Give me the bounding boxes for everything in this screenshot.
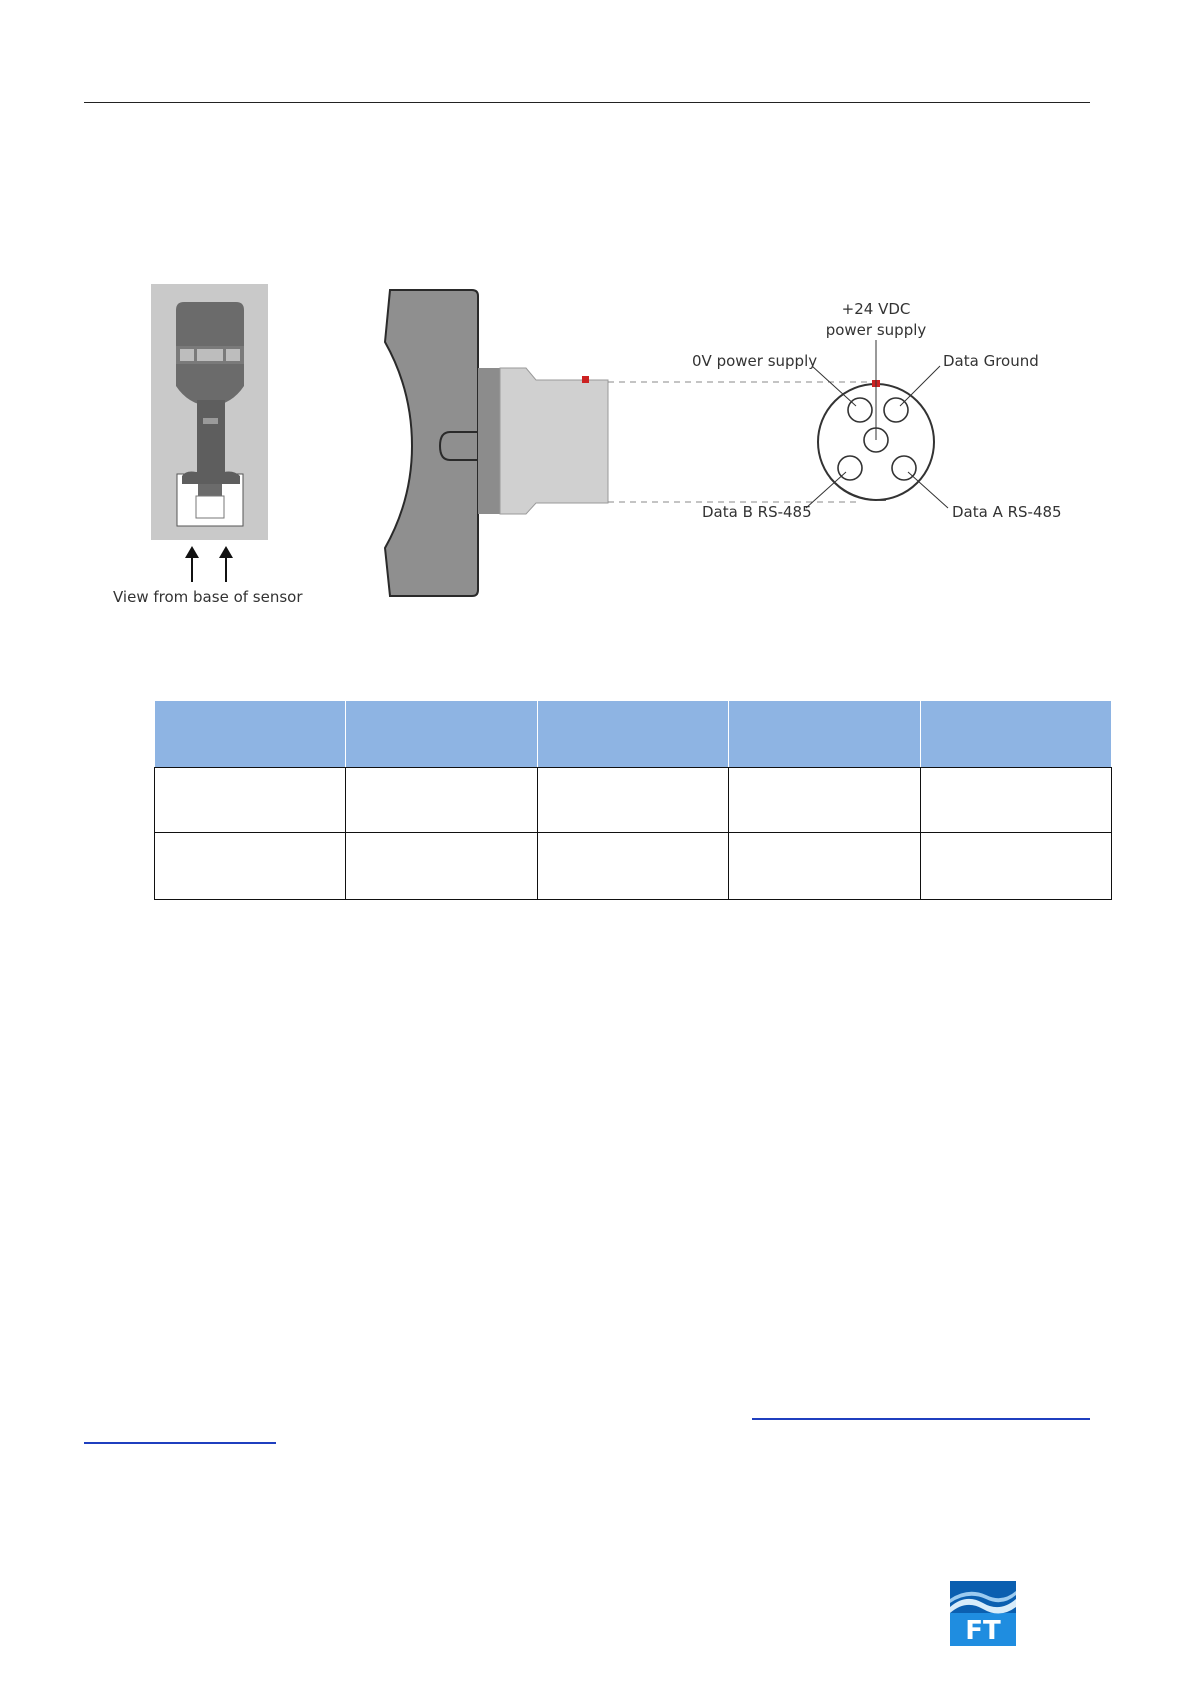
table-cell (346, 833, 537, 900)
table-cell (920, 833, 1111, 900)
connector-pin-face (806, 340, 948, 508)
pin-label-24v-sub: power supply (825, 321, 927, 339)
company-logo (950, 1581, 1016, 1646)
pin-label-0v: 0V power supply (692, 352, 818, 370)
table-cell (155, 768, 346, 833)
table-header-cell (537, 701, 728, 768)
table-cell (920, 768, 1111, 833)
table-header-cell (346, 701, 537, 768)
table-row (155, 833, 1112, 900)
table-cell (537, 833, 728, 900)
logo-text: FT (965, 1616, 1001, 1646)
connector-side-view (385, 290, 608, 596)
pin-label-data-ground: Data Ground (943, 352, 1039, 370)
pin-assignment-table (154, 700, 1112, 900)
table-cell (537, 768, 728, 833)
hyperlink-underline-continued[interactable] (84, 1442, 276, 1444)
table-header-cell (155, 701, 346, 768)
pin-label-data-b: Data B RS-485 (702, 503, 812, 521)
table-cell (346, 768, 537, 833)
table-header-row (155, 701, 1112, 768)
arrow-up-icon (219, 546, 233, 582)
table-cell (729, 768, 920, 833)
table-header-cell (729, 701, 920, 768)
base-view-caption: View from base of sensor (113, 588, 303, 606)
sensor-base-view (151, 284, 268, 540)
table-header-cell (920, 701, 1111, 768)
arrow-up-icon (185, 546, 199, 582)
hyperlink-underline[interactable] (752, 1418, 1090, 1420)
table-cell (155, 833, 346, 900)
pin-label-24v: +24 VDC (841, 300, 911, 318)
table-cell (729, 833, 920, 900)
pin-label-data-a: Data A RS-485 (952, 503, 1062, 521)
table-row (155, 768, 1112, 833)
connector-pinout-diagram (0, 0, 1191, 620)
